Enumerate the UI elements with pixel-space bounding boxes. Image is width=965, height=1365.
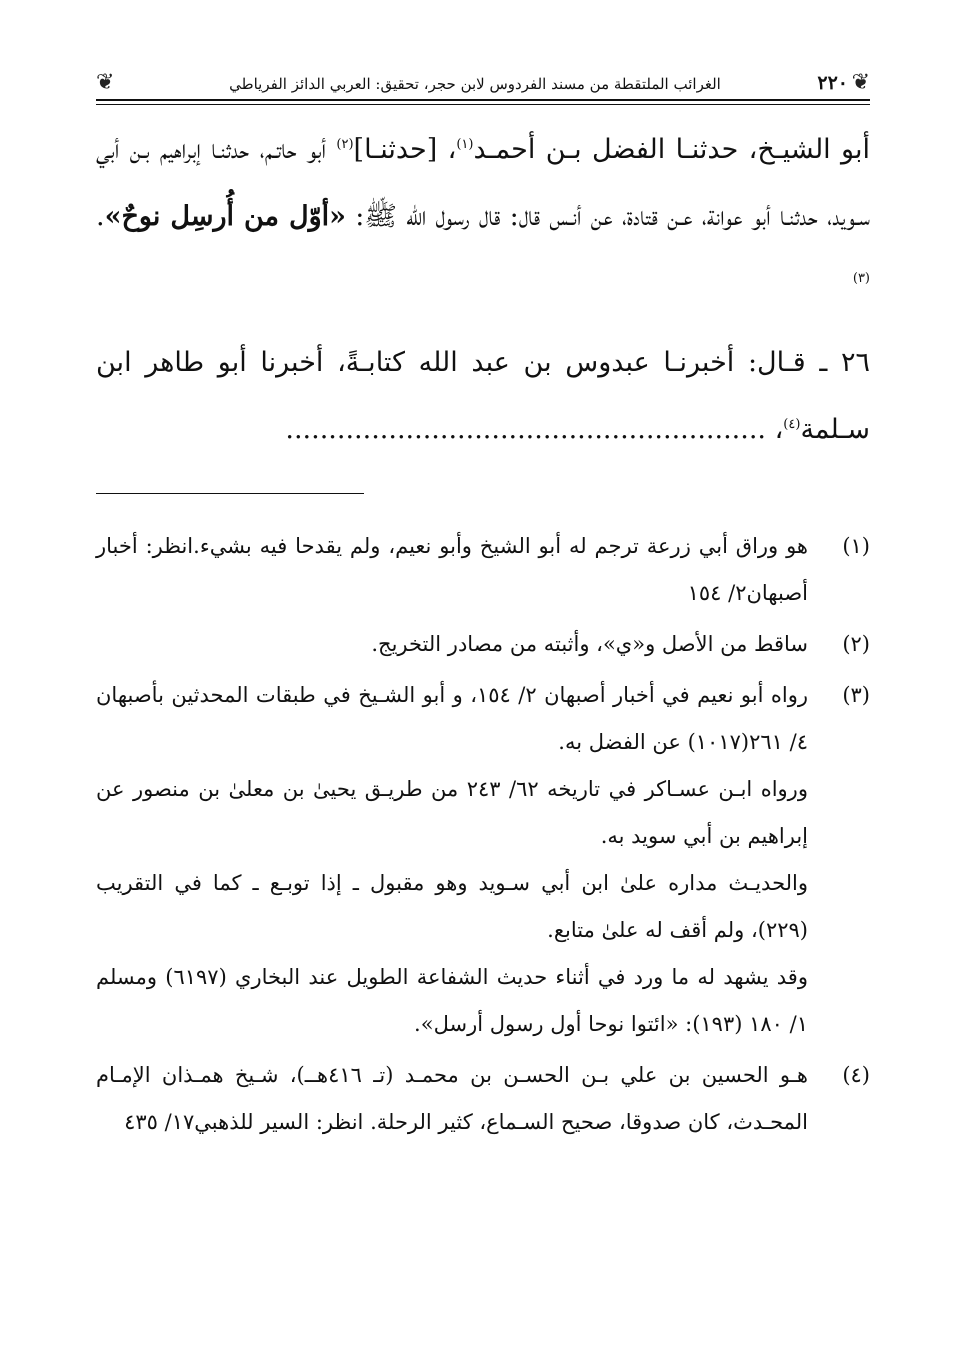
footnote-4	[96, 1052, 870, 1146]
footnote-separator	[96, 493, 364, 494]
footnote-body	[96, 1052, 808, 1146]
page-number: ٢٢٠	[817, 72, 848, 94]
text-run: أبو حاتـم، حدثنـا إبراهيم بـن أبي سـويد، حدثنـا أبو عوانة، عـن قتادة، عن أنـس قال: قال رسول الله ﷺ:	[96, 134, 870, 232]
running-title: الغرائب الملتقطة من مسند الفردوس لابن حجر، تحقيق: العربي الدائز الفرياطي	[229, 75, 721, 93]
continuation-dots: ........................................................	[285, 414, 766, 445]
running-header	[96, 70, 870, 100]
footnote-number: (٢)	[842, 632, 870, 656]
footnote-ref-2[interactable]: (٢)	[336, 137, 354, 152]
footnote-body	[96, 672, 808, 1048]
header-rule	[96, 99, 870, 101]
ornament-left-icon: ❦	[96, 70, 115, 95]
text-run: ،	[766, 414, 784, 445]
footnote-text: والحديـث مداره علىٰ ابن أبي سـويد وهو مقبول ـ إذا توبـع ـ كما في التقريب (٢٢٩)، ولم أقف له علىٰ متابع.	[96, 871, 808, 942]
footnote-text: ساقط من الأصل و«ي»، وأثبته من مصادر التخريج.	[371, 632, 808, 656]
footnote-body	[96, 621, 808, 668]
footnote-number: (١)	[842, 534, 870, 558]
footnote-number: (٤)	[842, 1063, 870, 1087]
footnote-1	[96, 523, 870, 617]
footnote-ref-3[interactable]: (٣)	[852, 271, 870, 286]
footnote-text: هـو الحسين بن علي بـن الحسـن بن محمـد (تـ ٤١٦هــ)، شـيخ همـذان الإمـام المحـدث، كان صدوقا، صحيح السـماع، كثير الرحلة. انظر: السير للذهبي١٧/ ٤٣٥	[96, 1063, 808, 1134]
text-run: ٢٦ ـ قـال: أخبرنـا عبدوس بن عبد الله كتابـةً، أخبرنا أبو طاهر ابن سـلمة	[96, 347, 870, 445]
hadith-paragraph-25	[96, 116, 870, 317]
footnote-body	[96, 523, 808, 617]
footnote-3	[96, 672, 870, 1048]
ornament-right-icon: ❦	[851, 70, 870, 95]
footnote-text: ورواه ابـن عسـاكر في تاريخه ٦٢/ ٢٤٣ من طريـق يحيىٰ بن معلىٰ بن منصور عن إبراهيم بن أبي سويد به.	[96, 777, 808, 848]
footnote-number: (٣)	[842, 683, 870, 707]
text-run: ، [حدثنـا]	[353, 134, 457, 165]
header-rule-thin	[96, 104, 870, 105]
text-run: .	[96, 201, 105, 232]
footnote-text: رواه أبو نعيم في أخبار أصبهان ٢/ ١٥٤، و أبو الشـيخ في طبقات المحدثين بأصبهان ٤/ ٢٦١(١٠١٧) عن الفضل به.	[96, 683, 808, 754]
footnote-ref-1[interactable]: (١)	[456, 137, 474, 152]
text-run: أبو الشيـخ، حدثنـا الفضل بـن أحمـد	[473, 134, 870, 165]
footnote-ref-4[interactable]: (٤)	[783, 417, 801, 432]
footnote-text: هو وراق أبي زرعة ترجم له أبو الشيخ وأبو نعيم، ولم يقدحا فيه بشيء.انظر: أخبار أصبهان٢/ ١٥٤	[96, 534, 808, 605]
footnote-2	[96, 621, 870, 668]
footnote-text: وقد يشهد له ما ورد في أثناء حديث الشفاعة الطويل عند البخاري (٦١٩٧) ومسلم ١/ ١٨٠ (١٩٣): «ائتوا نوحا أول رسول أرسل».	[96, 965, 808, 1036]
footnotes	[96, 523, 870, 1146]
main-text	[96, 116, 870, 463]
hadith-quote: «أوّل من أُرسِل نوحٌ»	[104, 201, 347, 232]
hadith-paragraph-26	[96, 329, 870, 463]
